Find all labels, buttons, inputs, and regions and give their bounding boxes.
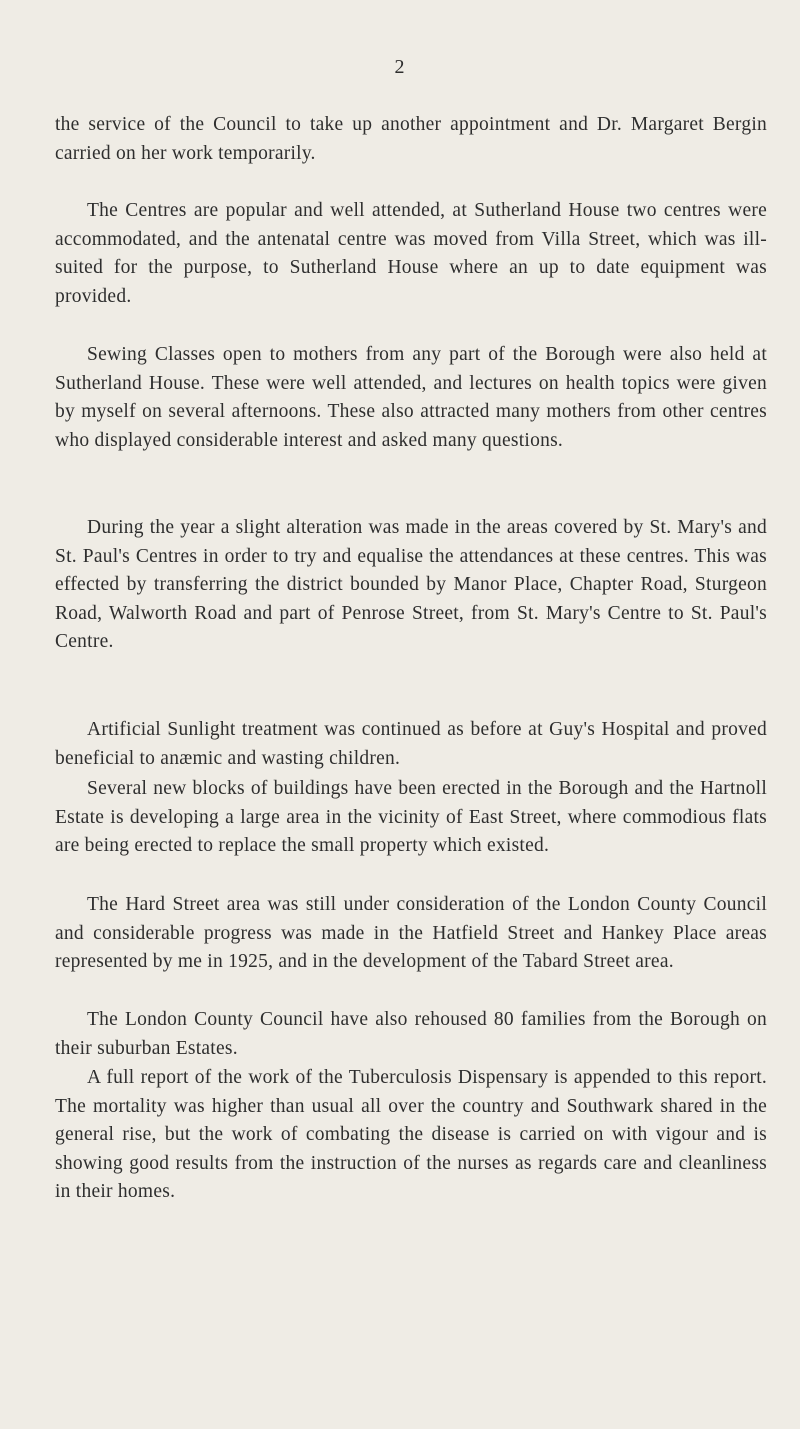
paragraph-hard-street-area: The Hard Street area was still under consideration of the London County Council and considerable progress was made in the Hatfield Street and Hankey Place areas represented by me in 1925, and in the development of the Tabard Street area.	[55, 894, 767, 973]
paragraph-centres-attendance: The Centres are popular and well attended, at Sutherland House two centres were accommodated, and the antenatal centre was moved from Villa Street, which was ill-suited for the purpose, to Sutherland House where an up to date equipment was provided.	[55, 200, 767, 307]
paragraph-sunlight-treatment: Artificial Sunlight treatment was continued as before at Guy's Hospital and proved beneficial to anæmic and wasting children.	[55, 719, 767, 769]
paragraph-rehoused-families: The London County Council have also rehoused 80 families from the Borough on their suburban Estates.	[55, 1009, 767, 1059]
paragraph-area-alteration: During the year a slight alteration was made in the areas covered by St. Mary's and St. Paul's Centres in order to try and equalise the attendances at these centres. This was effected by transferring the district bounded by Manor Place, Chapter Road, Sturgeon Road, Walworth Road and part of Penrose Street, from St. Mary's Centre to St. Paul's Centre.	[55, 517, 767, 653]
paragraph-council-appointment: the service of the Council to take up another appointment and Dr. Margaret Bergin carried on her work temporarily.	[55, 114, 767, 164]
page-number: 2	[394, 56, 406, 78]
paragraph-new-buildings: Several new blocks of buildings have been erected in the Borough and the Hartnoll Estate is developing a large area in the vicinity of East Street, where commodious flats are being erected to replace the small property which existed.	[55, 778, 767, 857]
paragraph-tuberculosis-dispensary: A full report of the work of the Tuberculosis Dispensary is appended to this report. The mortality was higher than usual all over the country and Southwark shared in the general rise, but the work of combating the disease is carried on with vigour and is showing good results from the instruction of the nurses as regards care and cleanliness in their homes.	[55, 1067, 767, 1203]
paragraph-sewing-classes: Sewing Classes open to mothers from any part of the Borough were also held at Sutherland House. These were well attended, and lectures on health topics were given by myself on several afternoons. These also attracted many mothers from other centres who displayed considerable interest and asked many questions.	[55, 344, 767, 451]
